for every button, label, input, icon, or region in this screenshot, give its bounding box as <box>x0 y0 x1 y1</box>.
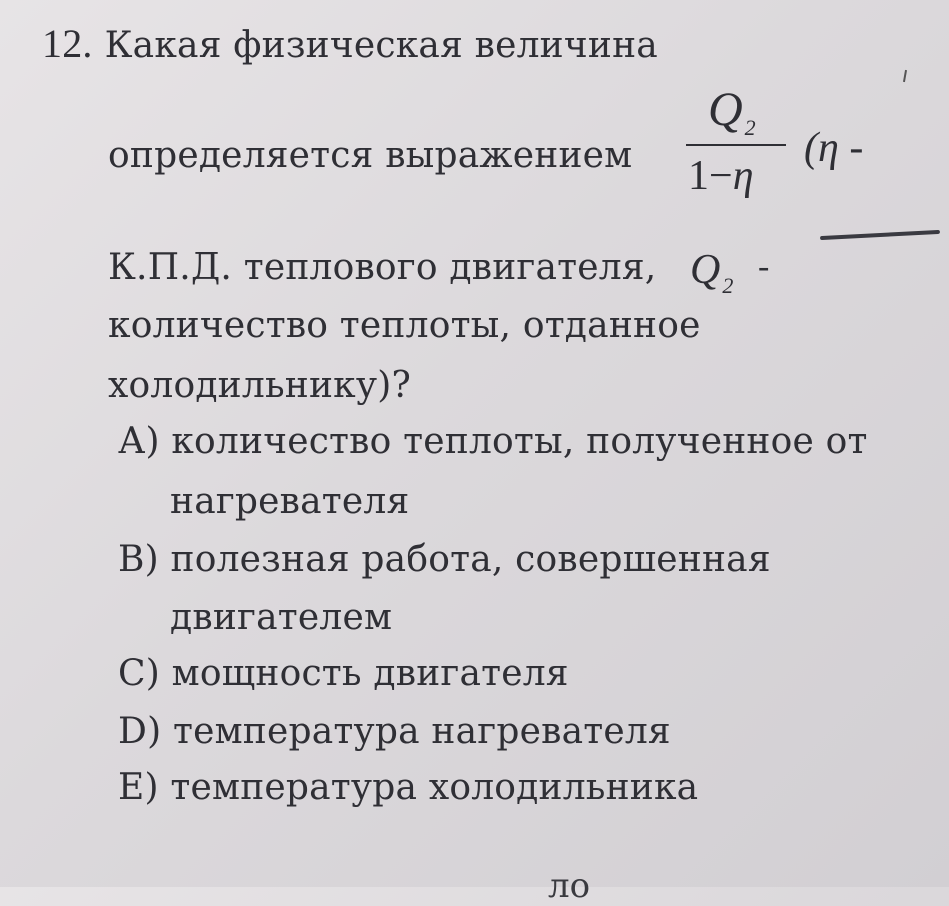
question-number: 12. <box>42 21 93 66</box>
q2-subscript: 2 <box>722 273 734 298</box>
answer-d: D) температура нагревателя <box>118 711 671 752</box>
answer-b-line-1: В) полезная работа, совершенная <box>118 539 771 580</box>
answer-c: С) мощность двигателя <box>118 653 569 694</box>
eta-definition-start: (η - <box>804 125 864 171</box>
fraction-bar <box>686 144 786 146</box>
answer-b-line-2: двигателем <box>170 597 393 638</box>
answer-a-line-1: А) количество теплоты, полученное от <box>118 421 868 462</box>
pen-mark <box>820 230 940 240</box>
answer-a-line-2: нагревателя <box>170 481 410 522</box>
denominator-eta: η <box>732 153 754 199</box>
cut-off-next-line: ло <box>548 866 591 906</box>
margin-tick <box>903 70 907 82</box>
answer-e: Е) температура холодильника <box>118 767 699 808</box>
efficiency-fraction <box>686 82 796 202</box>
question-text-line-1: Какая физическая величина <box>104 25 658 66</box>
fraction-denominator <box>688 152 754 200</box>
numerator-subscript: 2 <box>744 115 756 140</box>
q2-symbol: Q <box>690 247 721 293</box>
question-title-line <box>42 21 658 66</box>
question-text-line-4: количество теплоты, отданное <box>108 305 701 346</box>
q2-dash: - <box>758 248 770 285</box>
numerator-symbol: Q <box>708 83 743 136</box>
q2-inline-symbol <box>690 246 734 298</box>
denominator-text: 1− <box>688 153 733 199</box>
fraction-numerator <box>708 82 756 140</box>
question-text-line-5: холодильнику)? <box>108 365 411 406</box>
question-text-line-3: К.П.Д. теплового двигателя, <box>108 247 657 288</box>
question-text-line-2: определяется выражением <box>108 135 633 176</box>
